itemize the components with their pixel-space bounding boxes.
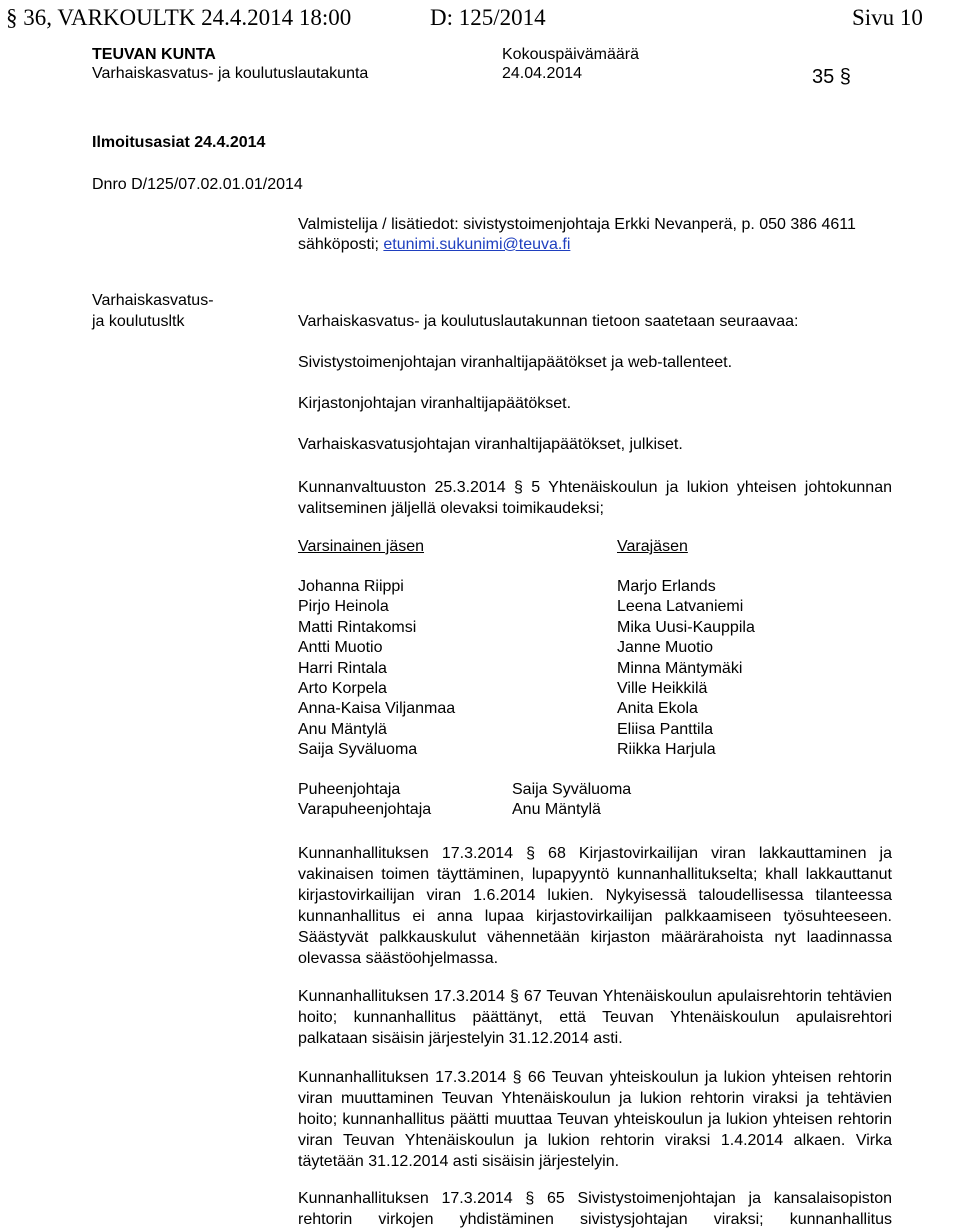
list-item: Matti Rintakomsi — [298, 618, 417, 636]
list-item: Anu Mäntylä — [298, 720, 387, 738]
list-item: Leena Latvaniemi — [617, 598, 744, 616]
board-name: Varhaiskasvatus- ja koulutuslautakunta — [92, 65, 369, 82]
primary-member-list — [298, 577, 455, 761]
list-item: Eliisa Panttila — [617, 720, 714, 738]
decision-67: Kunnanhallituksen 17.3.2014 § 67 Teuvan Yhtenäiskoulun apulaisrehtorin tehtävien hoito; kunnanhallitus päättänyt, että Teuvan Yhtenäiskoulun apulaisrehtori palkataan sisäisin järjestelyin 31.12.2014 asti. — [298, 988, 892, 1047]
email-label: sähköposti; — [298, 236, 379, 253]
list-item: Saija Syväluoma — [298, 741, 418, 759]
list-item: Mika Uusi-Kauppila — [617, 618, 755, 636]
meeting-date-label: Kokouspäivämäärä — [502, 46, 639, 63]
list-item: Antti Muotio — [298, 639, 383, 657]
list-item: Anita Ekola — [617, 700, 698, 718]
list-item: Harri Rintala — [298, 659, 387, 677]
notice-item-1: Sivistystoimenjohtajan viranhaltijapäätökset ja web-tallenteet. — [298, 354, 733, 371]
preparer-info: Valmistelija / lisätiedot: sivistystoimenjohtaja Erkki Nevanperä, p. 050 386 4611 — [298, 216, 856, 233]
document-number: D: 125/2014 — [430, 5, 546, 30]
decision-66: Kunnanhallituksen 17.3.2014 § 66 Teuvan yhteiskoulun ja lukion yhteisen rehtorin viran muuttaminen Teuvan Yhtenäiskoulun ja lukion rehtorin viraksi ja tehtävien hoito; kunnanhallitus päätti muuttaa Teuvan yhteiskoulun ja lukion yhteisen rehtorin viran Teuvan Yhtenäiskoulun ja lukion rehtorin viraksi 1.4.2014 alkaen. Virka täytetään 31.12.2014 asti sisäisin järjestelyin. — [298, 1069, 892, 1170]
email-link[interactable]: etunimi.sukunimi@teuva.fi — [383, 236, 571, 253]
meeting-date: 24.04.2014 — [502, 65, 583, 82]
item-title: Ilmoitusasiat 24.4.2014 — [92, 134, 266, 151]
deputy-member-header: Varajäsen — [617, 538, 688, 555]
vice-chair-label: Varapuheenjohtaja — [298, 801, 432, 818]
list-item: Minna Mäntymäki — [617, 659, 743, 677]
notice-item-3: Varhaiskasvatusjohtajan viranhaltijapäätökset, julkiset. — [298, 436, 683, 453]
deputy-member-list — [617, 577, 755, 761]
decision-65: Kunnanhallituksen 17.3.2014 § 65 Sivistystoimenjohtajan ja kansalaisopiston rehtorin virkojen yhdistäminen sivistysjohtajan viraksi; kunnanhallitus — [298, 1190, 892, 1228]
vice-chair-name: Anu Mäntylä — [512, 801, 601, 818]
list-item: Anna-Kaisa Viljanmaa — [298, 700, 456, 718]
sidebar-label-line2: ja koulutusltk — [92, 313, 185, 330]
list-item: Ville Heikkilä — [617, 680, 708, 698]
decision-68: Kunnanhallituksen 17.3.2014 § 68 Kirjastovirkailijan viran lakkauttaminen ja vakinaisen toimen täyttäminen, lupapyyntö kunnanhallitukselta; khall lakkauttanut kirjastovirkailijan viran 1.6.2014 lukien. Nykyisessä taloudellisessa tilanteessa kunnanhallitus ei anna lupaa kirjastovirkailijan palkkaamiseen työsuhteeseen. Säästyvät palkkauskulut vähennetään kirjaston määrärahoista nyt laadinnassa olevassa säästöohjelmassa. — [298, 845, 892, 967]
chair-name: Saija Syväluoma — [512, 781, 632, 798]
dnro: Dnro D/125/07.02.01.01/2014 — [92, 176, 303, 193]
list-item: Marjo Erlands — [617, 578, 716, 595]
list-item: Arto Korpela — [298, 680, 387, 698]
sidebar-label-line1: Varhaiskasvatus- — [92, 292, 214, 309]
intro-text: Varhaiskasvatus- ja koulutuslautakunnan tietoon saatetaan seuraavaa: — [298, 313, 799, 330]
page-number: Sivu 10 — [852, 5, 923, 30]
section-number: 35 § — [812, 66, 851, 88]
list-item: Riikka Harjula — [617, 741, 716, 759]
council-decision-text: Kunnanvaltuuston 25.3.2014 § 5 Yhtenäiskoulun ja lukion yhteisen johtokunnan valitseminen jäljellä olevaksi toimikaudeksi; — [298, 479, 892, 517]
org-name: TEUVAN KUNTA — [92, 46, 216, 63]
primary-member-header: Varsinainen jäsen — [298, 538, 425, 555]
list-item: Johanna Riippi — [298, 578, 404, 595]
list-item: Pirjo Heinola — [298, 598, 389, 616]
page-ref: § 36, VARKOULTK 24.4.2014 18:00 — [6, 5, 352, 30]
list-item: Janne Muotio — [617, 639, 714, 657]
notice-item-2: Kirjastonjohtajan viranhaltijapäätökset. — [298, 395, 572, 412]
email-line — [298, 236, 570, 254]
chair-label: Puheenjohtaja — [298, 781, 401, 798]
